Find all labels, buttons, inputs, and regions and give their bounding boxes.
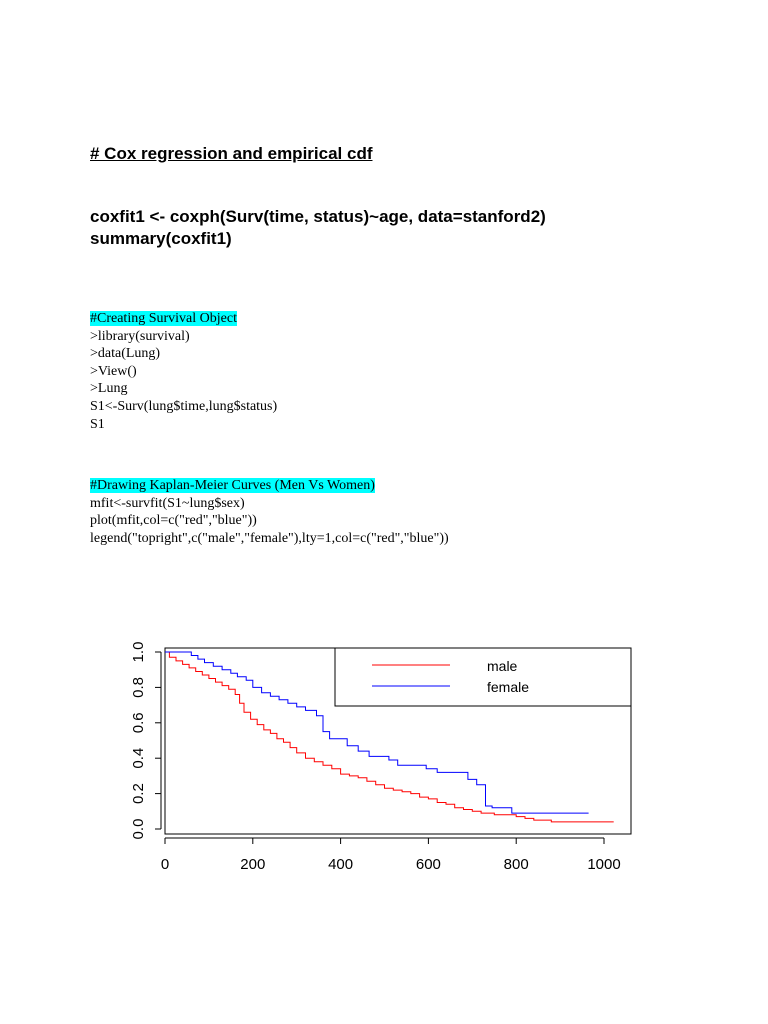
y-tick-label: 0.8 — [130, 676, 147, 698]
y-tick-label: 0.4 — [130, 747, 147, 769]
code-line: S1<-Surv(lung$time,lung$status) — [90, 398, 278, 414]
legend-box — [335, 648, 631, 706]
y-tick-label: 0.6 — [130, 712, 147, 734]
y-axis — [130, 642, 161, 840]
x-tick-label: 1000 — [587, 856, 621, 873]
code-line: >library(survival) — [90, 328, 190, 344]
code-line: >data(Lung) — [90, 346, 161, 362]
y-tick-label: 0.2 — [130, 783, 147, 805]
legend-label-female: female — [487, 679, 530, 695]
document-heading: # Cox regression and empirical cdf — [90, 144, 373, 163]
code-line: S1 — [90, 416, 105, 432]
cox-code-line: coxfit1 <- coxph(Surv(time, status)~age, data=stanford2) — [90, 207, 546, 226]
code-line: mfit<-survfit(S1~lung$sex) — [90, 495, 245, 511]
cox-code-line: summary(coxfit1) — [90, 229, 232, 248]
y-tick-label: 0.0 — [130, 818, 147, 840]
legend-label-male: male — [487, 658, 518, 674]
y-tick-label: 1.0 — [130, 641, 147, 663]
code-line: plot(mfit,col=c("red","blue")) — [90, 513, 257, 529]
highlighted-comment: #Drawing Kaplan-Meier Curves (Men Vs Women) — [90, 478, 375, 493]
code-line: >Lung — [90, 381, 128, 397]
code-line: >View() — [90, 363, 137, 379]
x-tick-label: 200 — [240, 856, 266, 873]
x-tick-label: 0 — [160, 856, 170, 873]
x-tick-label: 800 — [503, 856, 529, 873]
x-axis — [161, 838, 621, 873]
code-line: legend("topright",c("male","female"),lty=1,col=c("red","blue")) — [90, 530, 449, 546]
legend — [335, 648, 631, 706]
x-tick-label: 400 — [328, 856, 354, 873]
x-tick-label: 600 — [415, 856, 441, 873]
highlighted-comment: #Creating Survival Object — [90, 311, 237, 326]
